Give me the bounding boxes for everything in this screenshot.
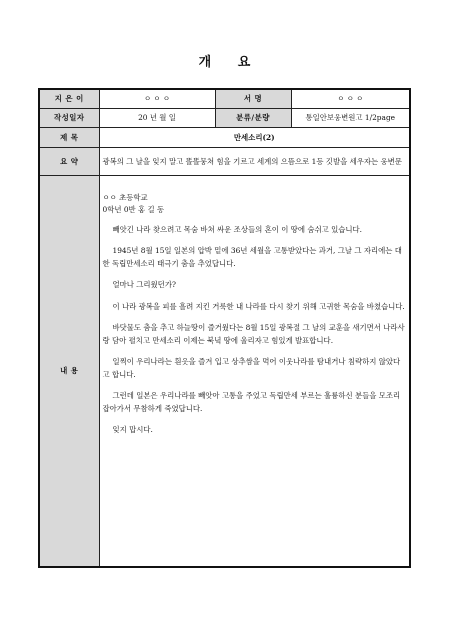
content-paragraph: 이 나라 광복을 피를 흘려 지킨 거룩한 내 나라를 다시 찾기 위해 고귀한 목숨을 바쳤습니다. — [112, 301, 405, 311]
content-row — [39, 175, 410, 567]
author-row — [39, 89, 410, 108]
publisher-value: ㅇ ㅇ ㅇ — [291, 89, 410, 108]
author-label: 지 은 이 — [39, 89, 99, 108]
content-paragraph: 바닷물도 춤을 추고 하늘땅이 즐거웠다는 8월 15일 광복절 그 날의 교훈을 새기면서 나라사랑 담아 펼치고 만세소리 이제는 북녘 땅에 울리자고 힘있게 발표합니다. — [102, 323, 405, 345]
title-label: 제 목 — [39, 127, 99, 147]
document-form-table — [38, 88, 411, 568]
summary-text: 광복의 그 날을 잊지 말고 똘똘뭉쳐 힘을 기르고 세계의 으뜸으로 1등 깃발을 세우자는 웅변문 — [99, 147, 410, 175]
title-row — [39, 127, 410, 147]
publisher-label: 서 명 — [215, 89, 291, 108]
content-paragraph: 얼마나 그리웠던가? — [112, 280, 176, 289]
content-paragraph: 잊지 맙시다. — [112, 425, 153, 434]
content-label: 내 용 — [39, 175, 99, 567]
document-title: 만세소리(2) — [99, 127, 410, 147]
date-value: 20 년 월 일 — [99, 108, 215, 127]
summary-row — [39, 147, 410, 175]
category-value: 통일안보웅변원고 1/2page — [291, 108, 410, 127]
page-title: 개 요 — [198, 55, 252, 70]
content-paragraph: 1945년 8월 15일 일본의 압박 밑에 36년 세월을 고통받았다는 과거, 그날 그 자리에는 대한 독립만세소리 태극기 춤을 추었답니다. — [102, 246, 402, 268]
category-label: 분류/분량 — [215, 108, 291, 127]
content-paragraph: 일찍이 우리나라는 흰옷을 즐겨 입고 상추쌈을 먹어 이웃나라를 탐내거나 침략하지 않았다고 합니다. — [102, 357, 401, 379]
date-row — [39, 108, 410, 127]
author-value: ㅇ ㅇ ㅇ — [99, 89, 215, 108]
school-name: ㅇㅇ 초등학교 — [102, 192, 148, 202]
student-name: 0학년 0반 홍 길 동 — [102, 204, 165, 214]
date-label: 작성일자 — [39, 108, 99, 127]
content-paragraph: 빼앗긴 나라 찾으려고 목숨 바쳐 싸운 조상들의 혼이 이 땅에 숨쉬고 있습니다. — [112, 224, 363, 234]
content-body — [99, 175, 410, 567]
summary-label: 요 약 — [39, 147, 99, 175]
content-paragraph: 그런데 일본은 우리나라를 빼앗아 고통을 주었고 독립만세 부르는 훌륭하신 분들을 모조리 잡아가서 무참하게 죽였답니다. — [102, 391, 401, 413]
